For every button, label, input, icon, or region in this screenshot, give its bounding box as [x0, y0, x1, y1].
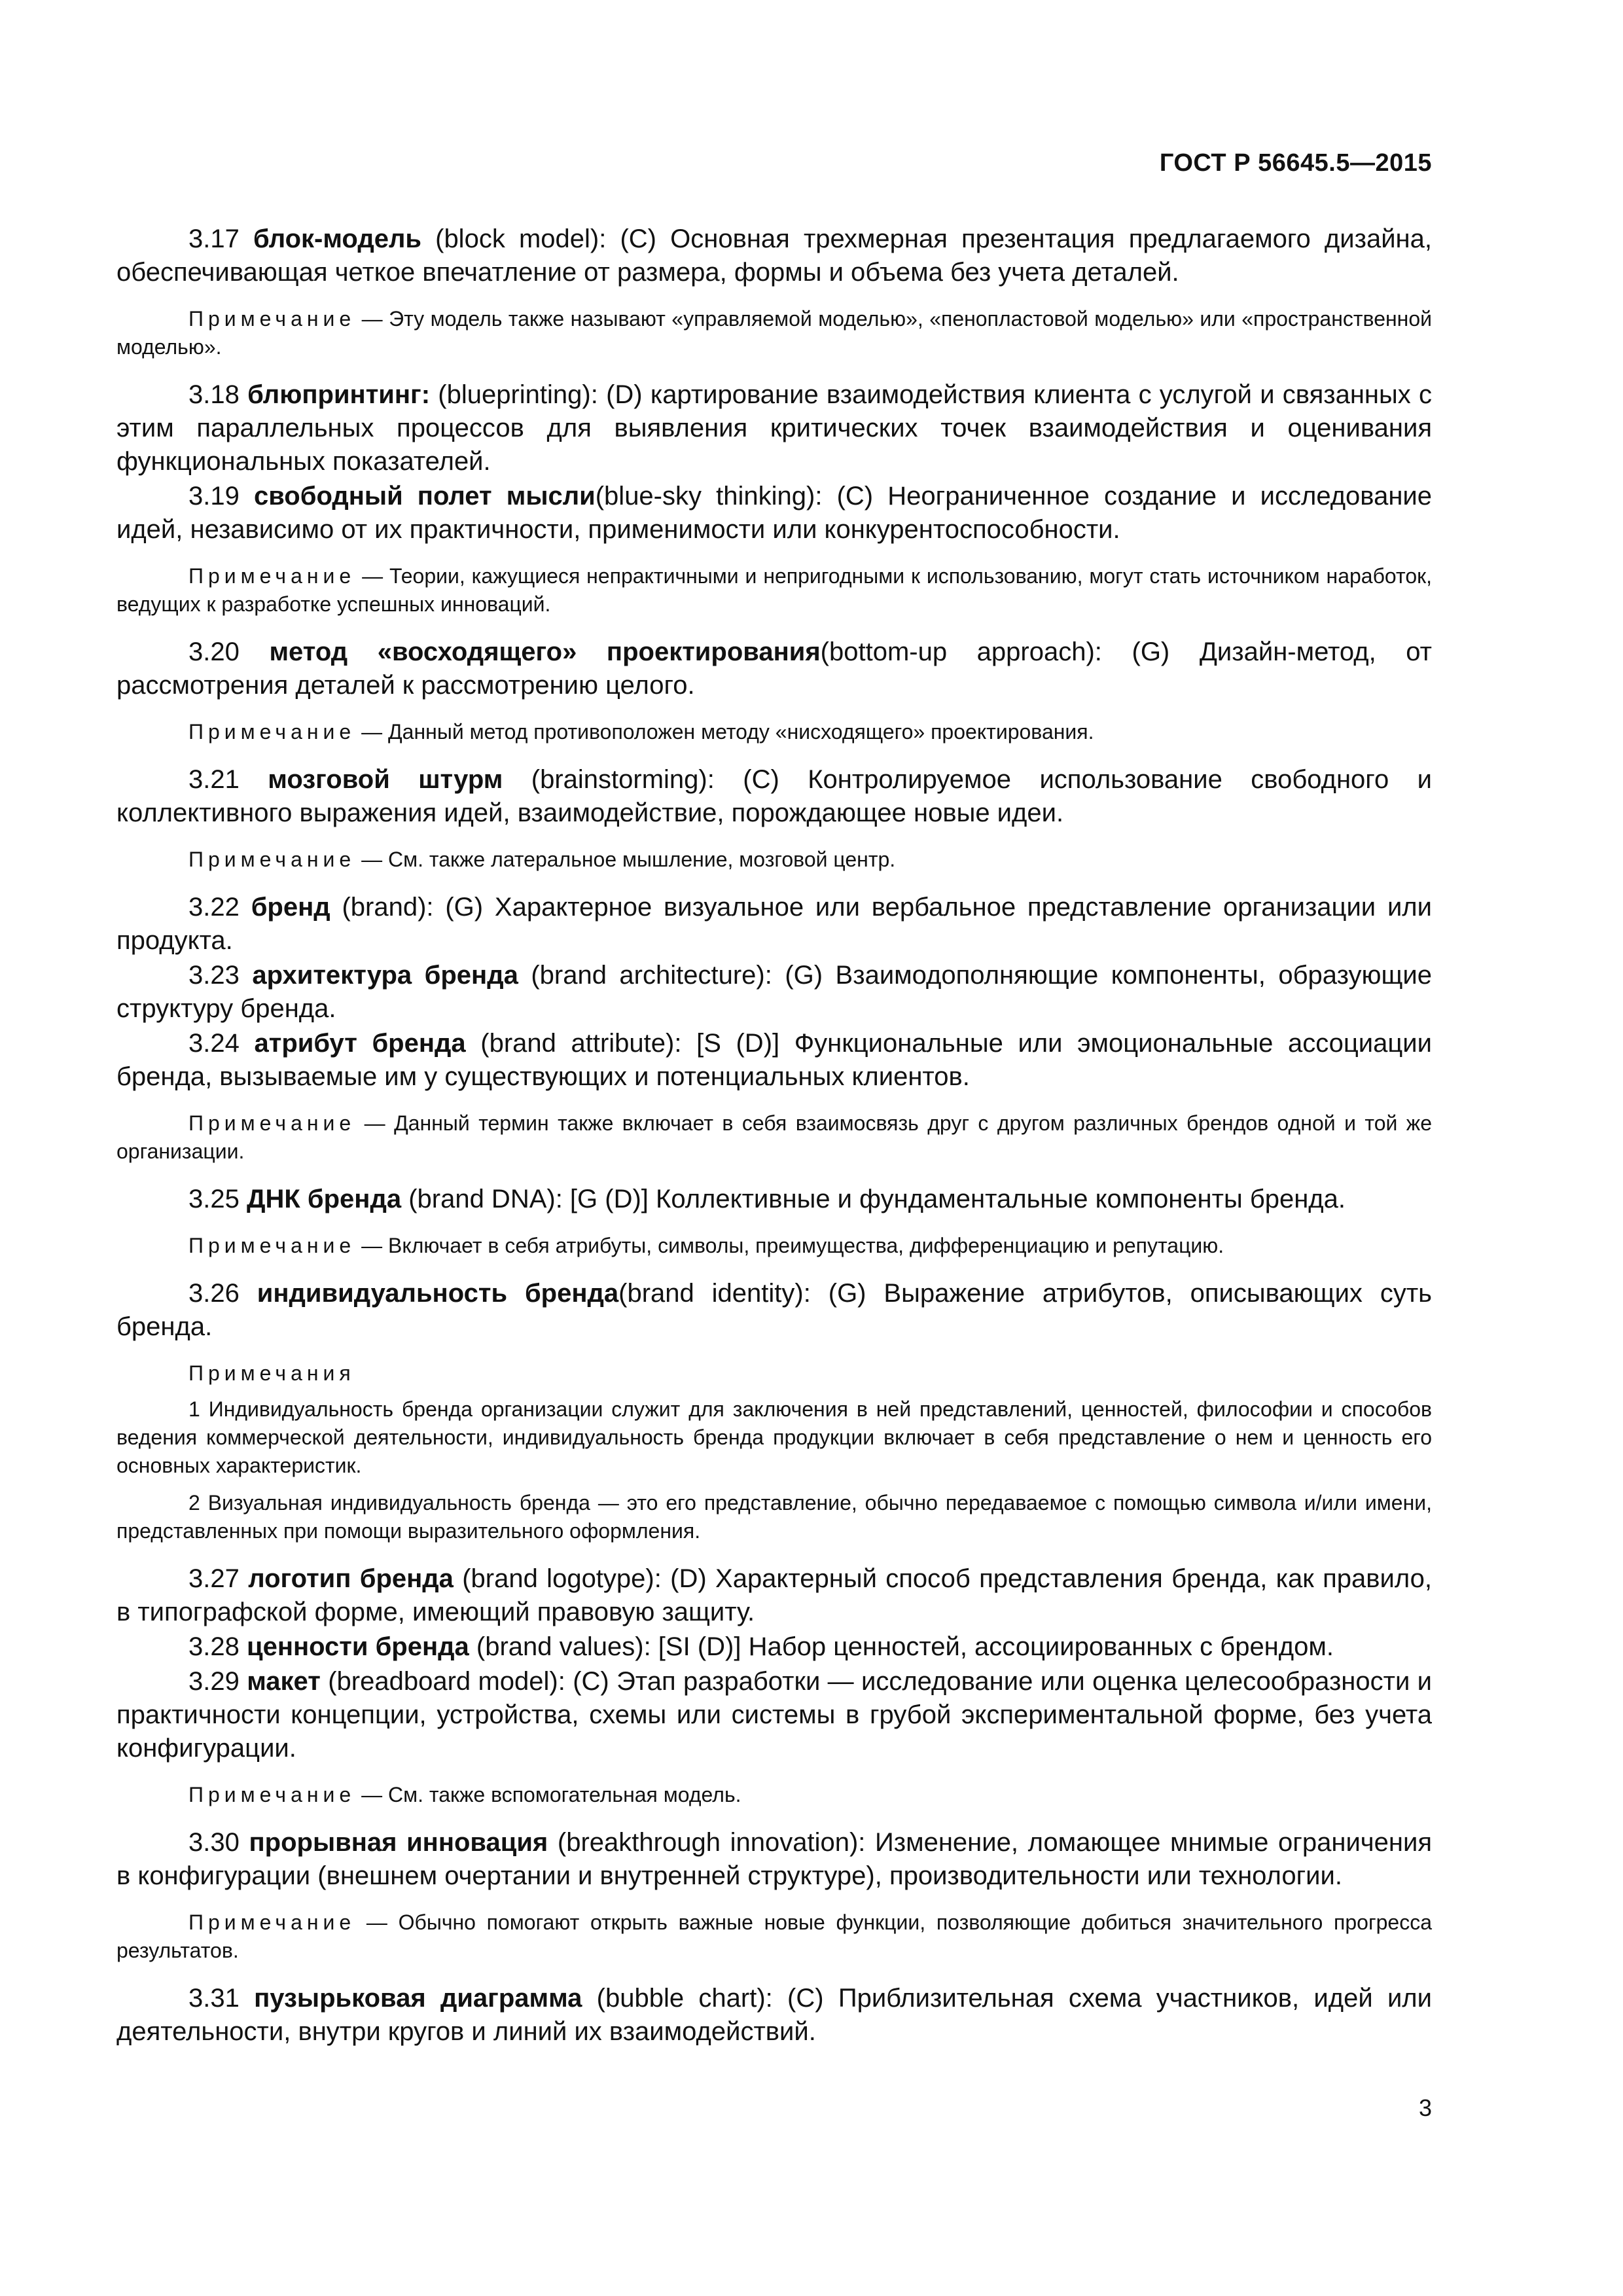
term-definition: (brand logotype): (D) Характерный способ представления бренда, как правило, в типографской форме, имеющий правовую защиту. [116, 1564, 1432, 1626]
note-item-2: 2 Визуальная индивидуальность бренда — это его представление, обычно передаваемое с помощью символа и/или имени, представленных при помощи выразительного оформления. [116, 1491, 1432, 1543]
term-entry-3-20 [116, 636, 1432, 702]
term-entry-3-25 [116, 1183, 1432, 1216]
terms-section [116, 223, 1432, 2064]
term-definition: (brand DNA): [G (D)] Коллективные и фундаментальные компоненты бренда. [401, 1185, 1346, 1213]
term-definition: (brand architecture): (G) Взаимодополняющие компоненты, образующие структуру бренда. [116, 961, 1432, 1023]
term-number: 3.28 [188, 1632, 240, 1661]
note-text: — См. также вспомогательная модель. [355, 1783, 741, 1806]
note-3-29 [116, 1781, 1432, 1809]
term-name: свободный полет мысли [254, 482, 596, 511]
term-name: индивидуальность бренда [257, 1279, 619, 1308]
term-name: прорывная инновация [249, 1828, 548, 1857]
page-number: 3 [1418, 2094, 1432, 2121]
note-text: — Данный метод противоположен методу «нисходящего» проектирования. [355, 720, 1094, 744]
note-label: Примечание [188, 564, 356, 588]
note-3-21 [116, 846, 1432, 874]
term-name: атрибут бренда [254, 1029, 466, 1058]
note-label: Примечание [188, 1910, 356, 1934]
notes-heading: Примечания [188, 1361, 355, 1385]
term-name: логотип бренда [248, 1564, 454, 1593]
term-definition: (brand): (G) Характерное визуальное или вербальное представление организации или продукта. [116, 893, 1432, 955]
term-name: блок-модель [253, 224, 421, 253]
term-entry-3-30 [116, 1826, 1432, 1893]
term-definition: (blue-sky thinking): (С) Неограниченное создание и исследование идей, независимо от их практичности, применимости или конкурентоспособности. [116, 482, 1432, 544]
term-name: пузырьковая диаграмма [254, 1984, 582, 2013]
term-number: 3.24 [188, 1029, 240, 1058]
term-number: 3.22 [188, 893, 240, 922]
term-entry-3-27 [116, 1562, 1432, 1629]
term-name: макет [247, 1667, 321, 1696]
term-name: ценности бренда [246, 1632, 469, 1661]
term-entry-3-28 [116, 1630, 1432, 1664]
term-number: 3.25 [188, 1185, 240, 1213]
term-entry-3-26 [116, 1277, 1432, 1344]
term-entry-3-22 [116, 891, 1432, 958]
term-number: 3.17 [188, 224, 240, 253]
term-entry-3-17 [116, 223, 1432, 289]
note-text: — Данный термин также включает в себя взаимосвязь друг с другом различных брендов одной и той же организации. [116, 1111, 1432, 1163]
term-entry-3-23 [116, 959, 1432, 1026]
term-number: 3.27 [188, 1564, 240, 1593]
term-entry-3-18 [116, 378, 1432, 478]
note-3-24 [116, 1109, 1432, 1166]
note-3-20 [116, 718, 1432, 746]
term-number: 3.29 [188, 1667, 240, 1696]
note-label: Примечание [188, 307, 356, 331]
term-name: метод «восходящего» проектирования [269, 637, 821, 666]
term-definition: (brand values): [SI (D)] Набор ценностей, ассоциированных с брендом. [469, 1632, 1334, 1661]
note-label: Примечание [188, 1111, 356, 1135]
term-name: блюпринтинг: [247, 380, 431, 409]
term-number: 3.19 [188, 482, 240, 511]
term-definition: (breakthrough innovation): Изменение, ломающее мнимые ограничения в конфигурации (внешнем очертании и внутренней структуре), производительности или технологии. [116, 1828, 1432, 1890]
note-3-25 [116, 1232, 1432, 1260]
note-label: Примечание [188, 720, 356, 744]
term-entry-3-21 [116, 763, 1432, 830]
term-definition: (brand identity): (G) Выражение атрибутов, описывающих суть бренда. [116, 1279, 1432, 1341]
term-number: 3.30 [188, 1828, 240, 1857]
term-name: мозговой штурм [268, 765, 503, 794]
term-number: 3.18 [188, 380, 240, 409]
term-number: 3.23 [188, 961, 240, 990]
note-label: Примечание [188, 1234, 356, 1257]
term-definition: (brainstorming): (С) Контролируемое использование свободного и коллективного выражения идей, взаимодействие, порождающее новые идеи. [116, 765, 1432, 827]
term-entry-3-19 [116, 480, 1432, 547]
note-label: Примечание [188, 848, 356, 871]
note-item-1: 1 Индивидуальность бренда организации служит для заключения в ней представлений, ценностей, философии и способов ведения коммерческой деятельности, индивидуальность бренда продукции включает в себя представление о нем и ценность его основных характеристик. [116, 1397, 1432, 1477]
term-number: 3.26 [188, 1279, 240, 1308]
term-definition: (brand attribute): [S (D)] Функциональные или эмоциональные ассоциации бренда, вызываемые им у существующих и потенциальных клиентов. [116, 1029, 1432, 1091]
note-text: — Эту модель также называют «управляемой моделью», «пенопластовой моделью» или «пространственной моделью». [116, 307, 1432, 359]
term-entry-3-31 [116, 1982, 1432, 2049]
note-label: Примечание [188, 1783, 356, 1806]
term-name: архитектура бренда [252, 961, 518, 990]
term-number: 3.21 [188, 765, 240, 794]
note-3-17 [116, 305, 1432, 361]
note-3-30 [116, 1909, 1432, 1965]
term-definition: (blueprinting): (D) картирование взаимодействия клиента с услугой и связанных с этим параллельных процессов для выявления критических точек взаимодействия и оценивания функциональных показателей. [116, 380, 1432, 476]
note-3-19 [116, 562, 1432, 619]
term-entry-3-29 [116, 1665, 1432, 1765]
term-definition: (block model): (С) Основная трехмерная презентация предлагаемого дизайна, обеспечивающая четкое впечатление от размера, формы и объема без учета деталей. [116, 224, 1432, 287]
term-name: ДНК бренда [246, 1185, 402, 1213]
term-number: 3.31 [188, 1984, 240, 2013]
note-text: — Включает в себя атрибуты, символы, преимущества, дифференциацию и репутацию. [355, 1234, 1224, 1257]
term-entry-3-24 [116, 1027, 1432, 1094]
term-definition: (breadboard model): (С) Этап разработки — исследование или оценка целесообразности и практичности концепции, устройства, схемы или системы в грубой экспериментальной форме, без учета конфигурации. [116, 1667, 1432, 1763]
term-definition: (bottom-up approach): (G) Дизайн-метод, от рассмотрения деталей к рассмотрению целого. [116, 637, 1432, 700]
note-text: — Обычно помогают открыть важные новые функции, позволяющие добиться значительного прогресса результатов. [116, 1910, 1432, 1962]
note-text: — Теории, кажущиеся непрактичными и непригодными к использованию, могут стать источником наработок, ведущих к разработке успешных инноваций. [116, 564, 1432, 616]
term-definition: (bubble chart): (С) Приблизительная схема участников, идей или деятельности, внутри кругов и линий их взаимодействий. [116, 1984, 1432, 2046]
note-text: — См. также латеральное мышление, мозговой центр. [355, 848, 896, 871]
term-number: 3.20 [188, 637, 240, 666]
term-name: бренд [251, 893, 330, 922]
document-code: ГОСТ Р 56645.5—2015 [1159, 149, 1432, 177]
